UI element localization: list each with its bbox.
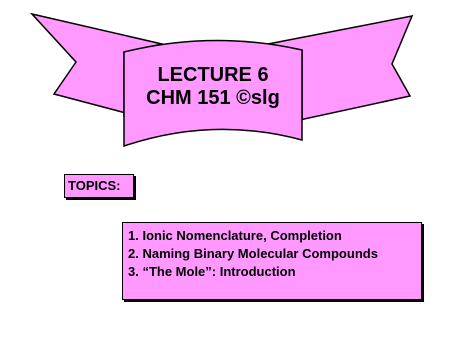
lecture-title: LECTURE 6 xyxy=(157,64,269,86)
topics-label-box xyxy=(64,174,134,198)
course-code: CHM 151 ©slg xyxy=(146,87,280,109)
topic-item: 3. “The Mole”: Introduction xyxy=(128,264,296,279)
topic-item: 2. Naming Binary Molecular Compounds xyxy=(128,246,378,261)
topics-list xyxy=(122,222,422,300)
banner-title xyxy=(128,64,298,110)
topic-item: 1. Ionic Nomenclature, Completion xyxy=(128,228,342,243)
topics-label: TOPICS: xyxy=(68,178,121,193)
